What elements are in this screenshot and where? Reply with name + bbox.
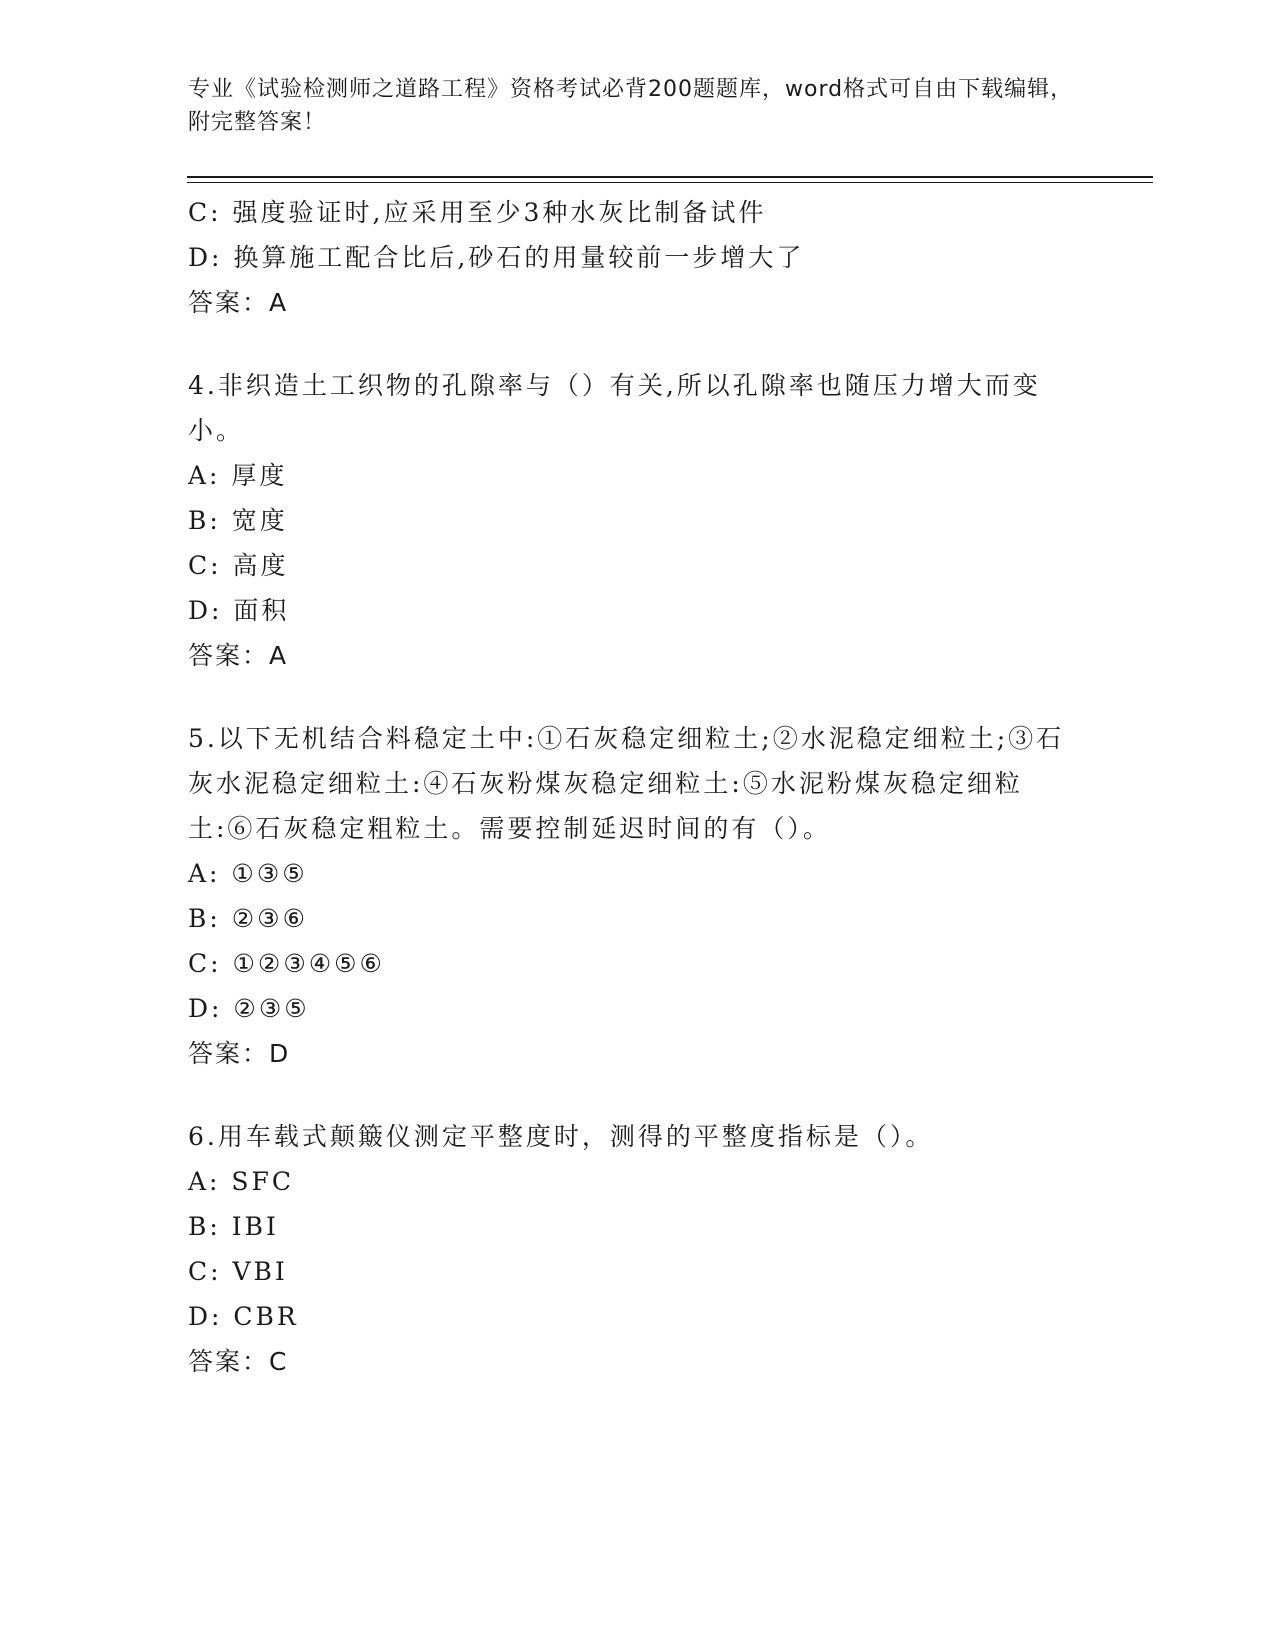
question-block-5 bbox=[188, 716, 1088, 1076]
document-header: 专业《试验检测师之道路工程》资格考试必背200题题库，word格式可自由下载编辑，附完整答案！ bbox=[188, 77, 1074, 135]
question-text: 4.非织造土工织物的孔隙率与（）有关,所以孔隙率也随压力增大而变小。 bbox=[188, 371, 1041, 445]
option-b: B: ②③⑥ bbox=[188, 904, 308, 933]
answer-line: 答案：D bbox=[188, 1039, 291, 1068]
option-b: B: IBI bbox=[188, 1212, 279, 1241]
question-block-3 bbox=[188, 190, 1088, 325]
option-d: D: CBR bbox=[188, 1302, 299, 1331]
option-a: A: SFC bbox=[188, 1167, 295, 1196]
option-c: C: VBI bbox=[188, 1257, 288, 1286]
answer-line: 答案：A bbox=[188, 641, 289, 670]
option-c: C: 强度验证时,应采用至少3种水灰比制备试件 bbox=[188, 198, 767, 227]
answer-line: 答案：C bbox=[188, 1347, 289, 1376]
option-d: D: ②③⑤ bbox=[188, 994, 310, 1023]
question-block-4 bbox=[188, 363, 1088, 678]
question-block-6 bbox=[188, 1114, 1088, 1384]
answer-line: 答案：A bbox=[188, 288, 289, 317]
option-d: D: 换算施工配合比后,砂石的用量较前一步增大了 bbox=[188, 243, 805, 272]
header-divider-thin bbox=[187, 182, 1153, 183]
question-list bbox=[188, 190, 1088, 1384]
option-c: C: ①②③④⑤⑥ bbox=[188, 949, 385, 978]
option-b: B: 宽度 bbox=[188, 506, 288, 535]
question-text: 6.用车载式颠簸仪测定平整度时，测得的平整度指标是（）。 bbox=[188, 1122, 934, 1151]
option-d: D: 面积 bbox=[188, 596, 290, 625]
question-text: 5.以下无机结合料稳定土中:①石灰稳定细粒土;②水泥稳定细粒土;③石灰水泥稳定细粒土:④石灰粉煤灰稳定细粒土:⑤水泥粉煤灰稳定细粒土:⑥石灰稳定粗粒土。需要控制延迟时间的有（）。 bbox=[188, 724, 1065, 843]
header-divider-thick bbox=[187, 176, 1153, 178]
option-a: A: 厚度 bbox=[188, 461, 288, 490]
option-c: C: 高度 bbox=[188, 551, 289, 580]
option-a: A: ①③⑤ bbox=[188, 859, 308, 888]
